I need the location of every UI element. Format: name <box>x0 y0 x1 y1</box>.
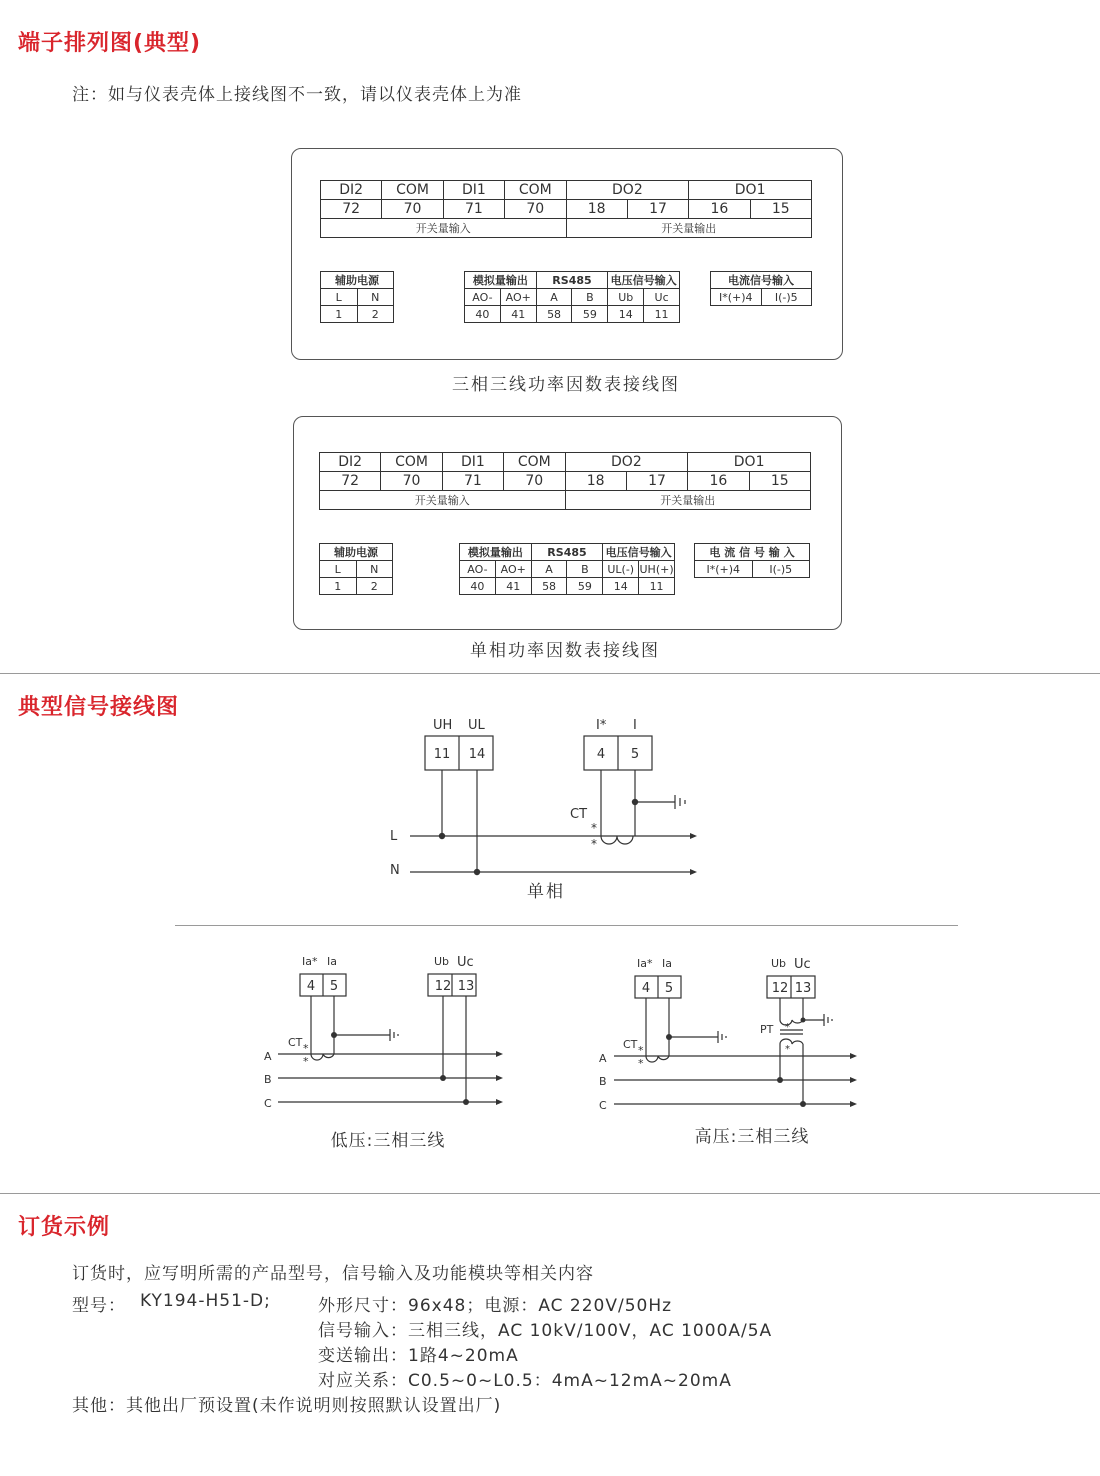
table-header: RS485 <box>536 272 608 289</box>
terminal-note: 注：如与仪表壳体上接线图不一致，请以仪表壳体上为准 <box>72 85 522 105</box>
terminal-label: N <box>356 561 393 578</box>
terminal-number: 70 <box>504 472 565 491</box>
label-Ia: Ia <box>662 957 672 970</box>
label-L: L <box>390 829 398 844</box>
terminal-number: 59 <box>572 306 608 323</box>
size-power: 外形尺寸：96x48；电源：AC 220V/50Hz <box>318 1296 673 1316</box>
section-divider <box>0 1193 1100 1194</box>
high-voltage-caption: 高压:三相三线 <box>694 1127 810 1147</box>
other-settings: 其他：其他出厂预设置(未作说明则按照默认设置出厂) <box>72 1396 502 1416</box>
order-intro: 订货时，应写明所需的产品型号，信号输入及功能模块等相关内容 <box>72 1264 594 1284</box>
table-header: 电流信号输入 <box>711 272 812 289</box>
terminal-number: 15 <box>749 472 810 491</box>
terminal-number: 18 <box>565 472 626 491</box>
group-label: 开关量输入 <box>320 491 566 510</box>
label-Ub: Ub <box>771 957 787 970</box>
polarity-mark: * <box>785 1022 790 1033</box>
terminal-number: 1 <box>321 306 358 323</box>
terminal-label: B <box>572 289 608 306</box>
terminal-4: 4 <box>641 981 651 996</box>
group-label: 开关量输出 <box>566 219 812 238</box>
terminal-label: I(-)5 <box>752 561 810 578</box>
table-header: 电压信号输入 <box>603 544 675 561</box>
aux-power-table <box>319 543 393 595</box>
terminal-label: N <box>357 289 394 306</box>
group-label: 开关量输入 <box>321 219 567 238</box>
terminal-number: 58 <box>536 306 572 323</box>
low-voltage-wiring-diagram <box>258 948 508 1158</box>
terminal-label: I*(+)4 <box>711 289 762 306</box>
terminal-label: AO+ <box>495 561 531 578</box>
terminal-panel-three-phase <box>291 148 843 360</box>
terminal-number: 15 <box>750 200 811 219</box>
label-UL: UL <box>468 718 485 733</box>
pt-secondary <box>780 1020 803 1025</box>
terminal-label: I*(+)4 <box>695 561 753 578</box>
terminal-label: UL(-) <box>603 561 639 578</box>
terminal-label: COM <box>504 453 565 472</box>
label-N: N <box>390 863 400 878</box>
current-terminal-table <box>710 271 812 306</box>
model-label: 型号： <box>72 1296 126 1316</box>
terminal-label: AO+ <box>500 289 536 306</box>
label-I: I <box>633 718 637 733</box>
terminal-14: 14 <box>468 747 486 762</box>
section-title-signal: 典型信号接线图 <box>18 695 180 720</box>
transmit-output: 变送输出：1路4~20mA <box>318 1346 519 1366</box>
label-B: B <box>599 1075 607 1088</box>
terminal-13: 13 <box>457 979 475 994</box>
terminal-label: B <box>567 561 603 578</box>
terminal-label: DO1 <box>688 453 811 472</box>
terminal-5: 5 <box>630 747 640 762</box>
model-value: KY194-H51-D; <box>140 1291 271 1311</box>
single-phase-wiring-diagram <box>370 712 710 912</box>
terminal-number: 17 <box>626 472 687 491</box>
panel1-caption: 三相三线功率因数表接线图 <box>452 375 680 395</box>
polarity-mark: * <box>638 1057 644 1070</box>
terminal-number: 16 <box>689 200 750 219</box>
terminal-label: Uc <box>644 289 680 306</box>
terminal-number: 72 <box>320 472 381 491</box>
terminal-label: DI1 <box>442 453 503 472</box>
terminal-number: 72 <box>321 200 382 219</box>
terminal-number: 71 <box>443 200 504 219</box>
label-A: A <box>599 1052 607 1065</box>
terminal-label: DI2 <box>320 453 381 472</box>
polarity-mark: * <box>303 1042 309 1055</box>
table-header: 电压信号输入 <box>608 272 680 289</box>
terminal-number: 70 <box>382 200 443 219</box>
ct-label: CT <box>570 807 588 822</box>
panel2-caption: 单相功率因数表接线图 <box>470 641 660 661</box>
label-C: C <box>264 1097 272 1110</box>
terminal-label: L <box>321 289 358 306</box>
terminal-4: 4 <box>596 747 606 762</box>
terminal-number: 71 <box>442 472 503 491</box>
terminal-label: DI1 <box>443 181 504 200</box>
terminal-label: UH(+) <box>639 562 674 576</box>
ct-label: CT <box>288 1036 303 1049</box>
terminal-11: 11 <box>433 747 451 762</box>
terminal-number: 14 <box>603 578 639 595</box>
low-voltage-caption: 低压:三相三线 <box>330 1131 446 1151</box>
table-header: 辅助电源 <box>320 544 393 561</box>
terminal-label: I(-)5 <box>761 289 812 306</box>
terminal-label: DO1 <box>689 181 812 200</box>
terminal-number: 59 <box>567 578 603 595</box>
label-Uc: Uc <box>794 957 811 972</box>
terminal-12: 12 <box>434 979 452 994</box>
section-title-order: 订货示例 <box>18 1215 111 1240</box>
ct-coil <box>601 836 633 844</box>
label-B: B <box>264 1073 272 1086</box>
ct-label: CT <box>623 1038 638 1051</box>
terminal-label: COM <box>382 181 443 200</box>
terminal-13: 13 <box>794 981 812 996</box>
label-Ia: Ia <box>327 955 337 968</box>
section-divider <box>0 673 1100 674</box>
terminal-label: DO2 <box>565 453 688 472</box>
diagram-divider <box>175 925 958 926</box>
terminal-panel-single-phase <box>293 416 842 630</box>
terminal-label: AO- <box>465 289 501 306</box>
terminal-5: 5 <box>329 979 339 994</box>
terminal-4: 4 <box>306 979 316 994</box>
ct-coil <box>646 1056 669 1062</box>
table-header: RS485 <box>531 544 603 561</box>
terminal-number: 70 <box>381 472 442 491</box>
ct-coil <box>311 1054 334 1060</box>
terminal-label: COM <box>381 453 442 472</box>
terminal-number: 40 <box>465 306 501 323</box>
terminal-number: 41 <box>500 306 536 323</box>
label-UH: UH <box>433 718 453 733</box>
terminal-label: AO- <box>460 561 496 578</box>
group-label: 开关量输出 <box>565 491 811 510</box>
table-header: 辅助电源 <box>321 272 394 289</box>
polarity-mark: * <box>638 1044 644 1057</box>
terminal-label: DO2 <box>566 181 689 200</box>
table-header: 模拟量输出 <box>460 544 532 561</box>
terminal-number: 41 <box>495 578 531 595</box>
terminal-label: L <box>320 561 357 578</box>
terminal-12: 12 <box>771 981 789 996</box>
terminal-number: 40 <box>460 578 496 595</box>
terminal-number: 58 <box>531 578 567 595</box>
label-I-star: I* <box>596 718 607 733</box>
label-Ia-star: Ia* <box>637 957 653 970</box>
terminal-5: 5 <box>664 981 674 996</box>
label-C: C <box>599 1099 607 1112</box>
signal-terminal-table <box>459 543 675 595</box>
terminal-number: 18 <box>566 200 627 219</box>
signal-input: 信号输入：三相三线，AC 10kV/100V，AC 1000A/5A <box>318 1321 773 1341</box>
terminal-number: 11 <box>644 306 680 323</box>
polarity-mark: * <box>591 837 597 851</box>
table-header: 模拟量输出 <box>465 272 537 289</box>
label-Ub: Ub <box>434 955 450 968</box>
terminal-label: COM <box>505 181 566 200</box>
polarity-mark: * <box>303 1055 309 1068</box>
pt-label: PT <box>760 1023 774 1036</box>
section-title-terminal: 端子排列图(典型) <box>18 31 202 56</box>
terminal-number: 11 <box>639 578 675 595</box>
terminal-number: 2 <box>357 306 394 323</box>
label-A: A <box>264 1050 272 1063</box>
label-Ia-star: Ia* <box>302 955 318 968</box>
terminal-number: 14 <box>608 306 644 323</box>
main-terminal-table <box>320 180 812 238</box>
current-terminal-table <box>694 543 810 578</box>
terminal-label: DI2 <box>321 181 382 200</box>
high-voltage-wiring-diagram <box>592 948 862 1158</box>
terminal-number: 16 <box>688 472 749 491</box>
table-header: 电 流 信 号 输 入 <box>695 544 810 561</box>
terminal-number: 2 <box>356 578 393 595</box>
terminal-number: 17 <box>627 200 688 219</box>
label-Uc: Uc <box>457 955 474 970</box>
relation: 对应关系：C0.5~0~L0.5：4mA~12mA~20mA <box>318 1371 732 1391</box>
terminal-number: 70 <box>505 200 566 219</box>
terminal-label: Ub <box>608 289 644 306</box>
aux-power-table <box>320 271 394 323</box>
single-phase-caption: 单相 <box>527 882 565 902</box>
main-terminal-table <box>319 452 811 510</box>
pt-primary <box>780 1039 803 1044</box>
terminal-number: 1 <box>320 578 357 595</box>
polarity-mark: * <box>591 821 597 835</box>
terminal-label: A <box>536 289 572 306</box>
polarity-mark: * <box>785 1044 790 1055</box>
terminal-label: A <box>531 561 567 578</box>
signal-terminal-table <box>464 271 680 323</box>
